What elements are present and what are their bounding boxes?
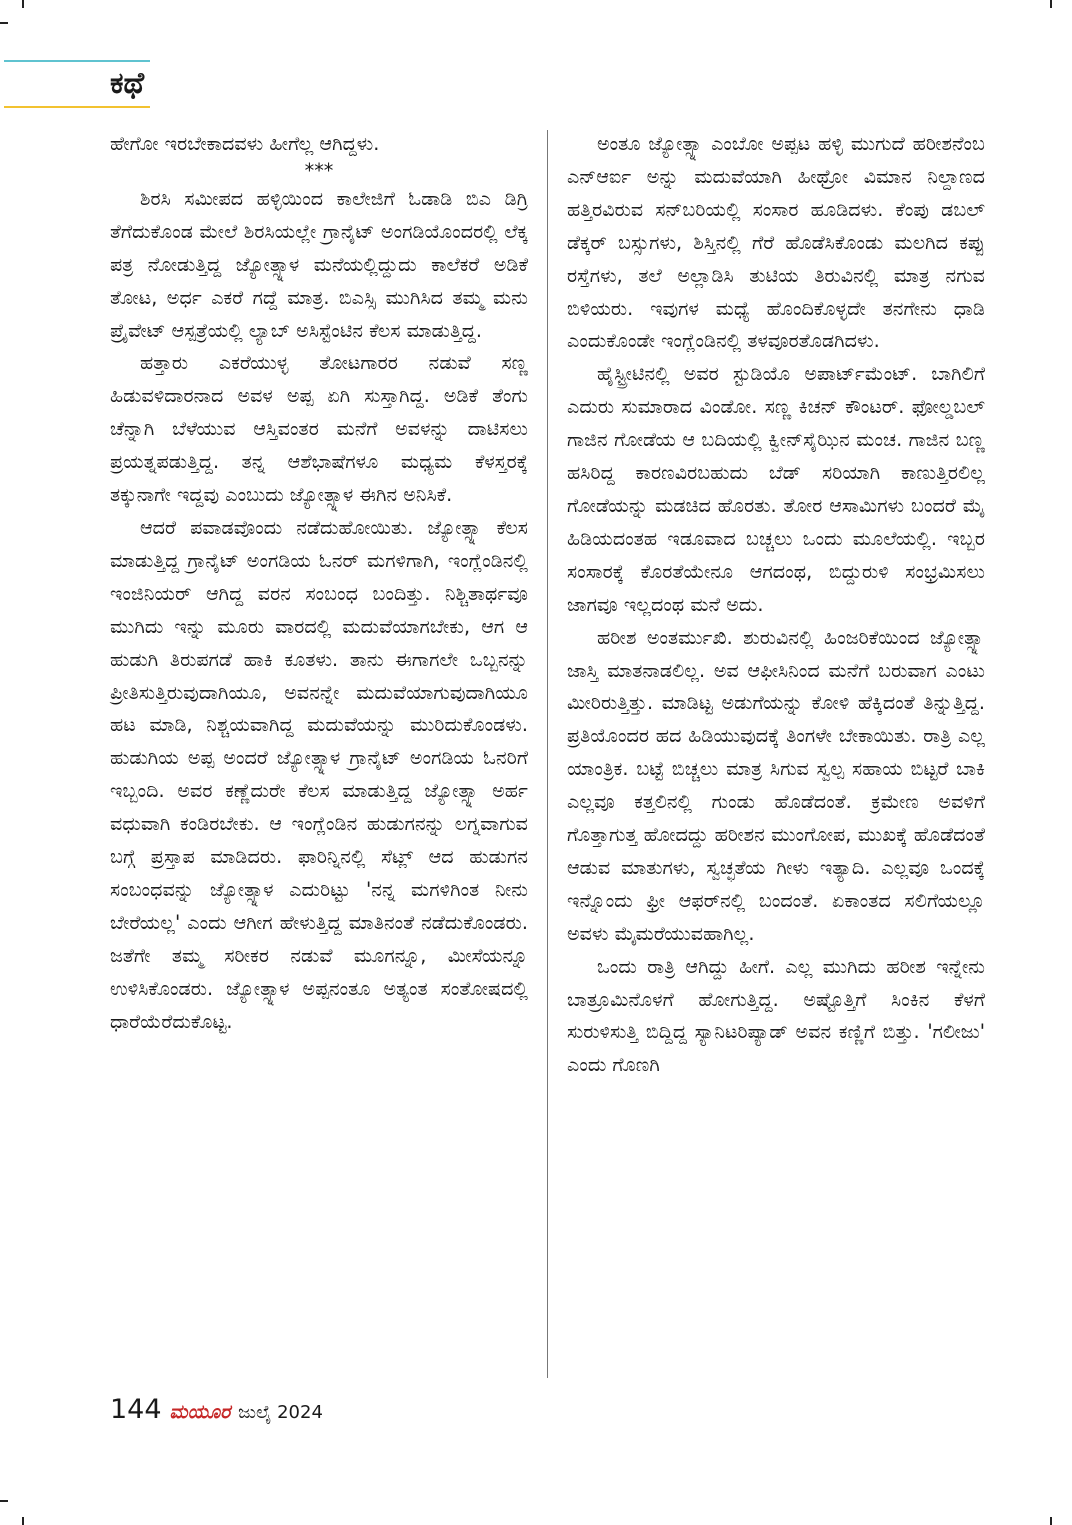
page-number: 144 — [110, 1394, 162, 1425]
magazine-logo: ಮಯೂರ — [169, 1401, 231, 1423]
article-column-right — [567, 128, 985, 1082]
crop-mark — [1050, 1517, 1052, 1525]
paragraph: ಆದರೆ ಪವಾಡವೊಂದು ನಡೆದುಹೋಯಿತು. ಜ್ಯೋತ್ಸ್ನಾ ಕೆಲಸ ಮಾಡುತ್ತಿದ್ದ ಗ್ರಾನೈಟ್ ಅಂಗಡಿಯ ಓನರ್ ಮಗಳಿಗಾಗಿ, ಇಂಗ್ಲೆಂಡಿನಲ್ಲಿ ಇಂಜಿನಿಯರ್ ಆಗಿದ್ದ ವರನ ಸಂಬಂಧ ಬಂದಿತ್ತು. ನಿಶ್ಚಿತಾರ್ಥವೂ ಮುಗಿದು ಇನ್ನು ಮೂರು ವಾರದಲ್ಲಿ ಮದುವೆಯಾಗಬೇಕು, ಆಗ ಆ ಹುಡುಗಿ ತಿರುಪಗಡೆ ಹಾಕಿ ಕೂತಳು. ತಾನು ಈಗಾಗಲೇ ಒಬ್ಬನನ್ನು ಪ್ರೀತಿಸುತ್ತಿರುವುದಾಗಿಯೂ, ಅವನನ್ನೇ ಮದುವೆಯಾಗುವುದಾಗಿಯೂ ಹಟ ಮಾಡಿ, ನಿಶ್ಚಯವಾಗಿದ್ದ ಮದುವೆಯನ್ನು ಮುರಿದುಕೊಂಡಳು. ಹುಡುಗಿಯ ಅಪ್ಪ ಅಂದರೆ ಜ್ಯೋತ್ಸ್ನಾಳ ಗ್ರಾನೈಟ್ ಅಂಗಡಿಯ ಓನರಿಗೆ ಇಬ್ಬಂದಿ. ಅವರ ಕಣ್ಣೆದುರೇ ಕೆಲಸ ಮಾಡುತ್ತಿದ್ದ ಜ್ಯೋತ್ಸ್ನಾ ಅರ್ಹ ವಧುವಾಗಿ ಕಂಡಿರಬೇಕು. ಆ ಇಂಗ್ಲೆಂಡಿನ ಹುಡುಗನನ್ನು ಲಗ್ನವಾಗುವ ಬಗ್ಗೆ ಪ್ರಸ್ತಾಪ ಮಾಡಿದರು. ಫಾರಿನ್ನಿನಲ್ಲಿ ಸೆಟ್ಲ್ ಆದ ಹುಡುಗನ ಸಂಬಂಧವನ್ನು ಜ್ಯೋತ್ಸ್ನಾಳ ಎದುರಿಟ್ಟು 'ನನ್ನ ಮಗಳಿಗಿಂತ ನೀನು ಬೇರೆಯಲ್ಲ' ಎಂದು ಆಗೀಗ ಹೇಳುತ್ತಿದ್ದ ಮಾತಿನಂತೆ ನಡೆದುಕೊಂಡರು. ಜತೆಗೇ ತಮ್ಮ ಸರೀಕರ ನಡುವೆ ಮೂಗನ್ನೂ, ಮೀಸೆಯನ್ನೂ ಉಳಿಸಿಕೊಂಡರು. ಜ್ಯೋತ್ಸ್ನಾಳ ಅಪ್ಪನಂತೂ ಅತ್ಯಂತ ಸಂತೋಷದಲ್ಲಿ ಧಾರೆಯೆರೆದುಕೊಟ್ಟ. — [110, 515, 528, 1033]
crop-mark — [0, 1500, 8, 1502]
paragraph: ಹೇಗೋ ಇರಬೇಕಾದವಳು ಹೀಗೆಲ್ಲ ಆಗಿದ್ದಳು. — [110, 132, 380, 155]
paragraph: ಒಂದು ರಾತ್ರಿ ಆಗಿದ್ದು ಹೀಗೆ. ಎಲ್ಲ ಮುಗಿದು ಹರೀಶ ಇನ್ನೇನು ಬಾತ್ರೂಮಿನೊಳಗೆ ಹೋಗುತ್ತಿದ್ದ. ಅಷ್ಟೊತ್ತಿಗೆ ಸಿಂಕಿನ ಕೆಳಗೆ ಸುರುಳಿಸುತ್ತಿ ಬಿದ್ದಿದ್ದ ಸ್ಯಾನಿಟರಿಪ್ಯಾಡ್ ಅವನ ಕಣ್ಣಿಗೆ ಬಿತ್ತು. 'ಗಲೀಜು' ಎಂದು ಗೊಣಗಿ — [567, 954, 985, 1077]
scene-separator: *** — [304, 158, 334, 182]
page-footer — [110, 1390, 323, 1430]
paragraph: ಅಂತೂ ಜ್ಯೋತ್ಸ್ನಾ ಎಂಬೋ ಅಪ್ಪಟ ಹಳ್ಳಿ ಮುಗುದೆ ಹರೀಶನೆಂಬ ಎನ್ಆರ್ಐ ಅನ್ನು ಮದುವೆಯಾಗಿ ಹೀಥ್ರೋ ವಿಮಾನ ನಿಲ್ದಾಣದ ಹತ್ತಿರವಿರುವ ಸನ್‌ಬರಿಯಲ್ಲಿ ಸಂಸಾರ ಹೂಡಿದಳು. ಕೆಂಪು ಡಬಲ್ ಡೆಕ್ಕರ್ ಬಸ್ಸುಗಳು, ಶಿಸ್ತಿನಲ್ಲಿ ಗೆರೆ ಹೊಡೆಸಿಕೊಂಡು ಮಲಗಿದ ಕಪ್ಪು ರಸ್ತೆಗಳು, ತಲೆ ಅಲ್ಲಾಡಿಸಿ ತುಟಿಯ ತಿರುವಿನಲ್ಲಿ ಮಾತ್ರ ನಗುವ ಬಿಳಿಯರು. ಇವುಗಳ ಮಧ್ಯೆ ಹೊಂದಿಕೊಳ್ಳದೇ ತನಗೇನು ಧಾಡಿ ಎಂದುಕೊಂಡೇ ಇಂಗ್ಲೆಂಡಿನಲ್ಲಿ ತಳವೂರತೊಡಗಿದಳು. — [567, 132, 985, 353]
crop-mark — [1050, 0, 1052, 8]
paragraph: ಹೈಸ್ಟ್ರೀಟಿನಲ್ಲಿ ಅವರ ಸ್ಟುಡಿಯೊ ಅಪಾರ್ಟ್‌ಮೆಂಟ್. ಬಾಗಿಲಿಗೆ ಎದುರು ಸುಮಾರಾದ ವಿಂಡೋ. ಸಣ್ಣ ಕಿಚನ್ ಕೌಂಟರ್. ಫೋಲ್ಡಬಲ್ ಗಾಜಿನ ಗೋಡೆಯ ಆ ಬದಿಯಲ್ಲಿ ಕ್ವೀನ್‌ಸೈಝಿನ ಮಂಚ. ಗಾಜಿನ ಬಣ್ಣ ಹಸಿರಿದ್ದ ಕಾರಣವಿರಬಹುದು ಬೆಡ್ ಸರಿಯಾಗಿ ಕಾಣುತ್ತಿರಲಿಲ್ಲ ಗೋಡೆಯನ್ನು ಮಡಚಿದ ಹೊರತು. ತೋರ ಆಸಾಮಿಗಳು ಬಂದರೆ ಮೈ ಹಿಡಿಯದಂತಹ ಇಡೂವಾದ ಬಚ್ಚಲು ಒಂದು ಮೂಲೆಯಲ್ಲಿ. ಇಬ್ಬರ ಸಂಸಾರಕ್ಕೆ ಕೊರತೆಯೇನೂ ಆಗದಂಥ, ಬಿದ್ದುರುಳಿ ಸಂಭ್ರಮಿಸಲು ಜಾಗವೂ ಇಲ್ಲದಂಥ ಮನೆ ಅದು. — [567, 362, 985, 616]
section-title: ಕಥೆ — [110, 66, 145, 101]
section-rule-top — [4, 60, 150, 62]
crop-mark — [22, 1517, 24, 1525]
section-rule-bottom — [4, 106, 150, 108]
crop-mark — [22, 0, 24, 8]
paragraph: ಹತ್ತಾರು ಎಕರೆಯುಳ್ಳ ತೋಟಗಾರರ ನಡುವೆ ಸಣ್ಣ ಹಿಡುವಳಿದಾರನಾದ ಅವಳ ಅಪ್ಪ ಏಗಿ ಸುಸ್ತಾಗಿದ್ದ. ಅಡಿಕೆ ತೆಂಗು ಚೆನ್ನಾಗಿ ಬೆಳೆಯುವ ಆಸ್ತಿವಂತರ ಮನೆಗೆ ಅವಳನ್ನು ದಾಟಿಸಲು ಪ್ರಯತ್ನಪಡುತ್ತಿದ್ದ. ತನ್ನ ಆಶೆಭಾಷೆಗಳೂ ಮಧ್ಯಮ ಕೆಳಸ್ತರಕ್ಕೆ ತಕ್ಕುನಾಗೇ ಇದ್ದವು ಎಂಬುದು ಜ್ಯೋತ್ಸ್ನಾಳ ಈಗಿನ ಅನಿಸಿಕೆ. — [110, 351, 528, 507]
article-column-left — [110, 128, 528, 1038]
paragraph: ಹರೀಶ ಅಂತರ್ಮುಖಿ. ಶುರುವಿನಲ್ಲಿ ಹಿಂಜರಿಕೆಯಿಂದ ಜ್ಯೋತ್ಸ್ನಾ ಜಾಸ್ತಿ ಮಾತನಾಡಲಿಲ್ಲ. ಅವ ಆಫೀಸಿನಿಂದ ಮನೆಗೆ ಬರುವಾಗ ಎಂಟು ಮೀರಿರುತ್ತಿತ್ತು. ಮಾಡಿಟ್ಟ ಅಡುಗೆಯನ್ನು ಕೋಳಿ ಹೆಕ್ಕಿದಂತೆ ತಿನ್ನುತ್ತಿದ್ದ. ಪ್ರತಿಯೊಂದರ ಹದ ಹಿಡಿಯುವುದಕ್ಕೆ ತಿಂಗಳೇ ಬೇಕಾಯಿತು. ರಾತ್ರಿ ಎಲ್ಲ ಯಾಂತ್ರಿಕ. ಬಟ್ಟೆ ಬಿಚ್ಚಲು ಮಾತ್ರ ಸಿಗುವ ಸ್ವಲ್ಪ ಸಹಾಯ ಬಿಟ್ಟರೆ ಬಾಕಿ ಎಲ್ಲವೂ ಕತ್ತಲಿನಲ್ಲಿ ಗುಂಡು ಹೊಡೆದಂತೆ. ಕ್ರಮೇಣ ಅವಳಿಗೆ ಗೊತ್ತಾಗುತ್ತ ಹೋದದ್ದು ಹರೀಶನ ಮುಂಗೋಪ, ಮುಖಕ್ಕೆ ಹೊಡೆದಂತೆ ಆಡುವ ಮಾತುಗಳು, ಸ್ವಚ್ಛತೆಯ ಗೀಳು ಇತ್ಯಾದಿ. ಎಲ್ಲವೂ ಒಂದಕ್ಕೆ ಇನ್ನೊಂದು ಫ್ರೀ ಆಫರ್‌ನಲ್ಲಿ ಬಂದಂತೆ. ಏಕಾಂತದ ಸಲಿಗೆಯಲ್ಲೂ ಅವಳು ಮೈಮರೆಯುವಹಾಗಿಲ್ಲ. — [567, 625, 985, 945]
paragraph: ಶಿರಸಿ ಸಮೀಪದ ಹಳ್ಳಿಯಿಂದ ಕಾಲೇಜಿಗೆ ಓಡಾಡಿ ಬಿಎ ಡಿಗ್ರಿ ತೆಗೆದುಕೊಂಡ ಮೇಲೆ ಶಿರಸಿಯಲ್ಲೇ ಗ್ರಾನೈಟ್ ಅಂಗಡಿಯೊಂದರಲ್ಲಿ ಲೆಕ್ಕ ಪತ್ರ ನೋಡುತ್ತಿದ್ದ ಜ್ಯೋತ್ಸ್ನಾಳ ಮನೆಯಲ್ಲಿದ್ದುದು ಕಾಲೆಕರೆ ಅಡಿಕೆ ತೋಟ, ಅರ್ಧ ಎಕರೆ ಗದ್ದೆ ಮಾತ್ರ. ಬಿಎಸ್ಸಿ ಮುಗಿಸಿದ ತಮ್ಮ ಮನು ಪ್ರೈವೇಟ್ ಆಸ್ಪತ್ರೆಯಲ್ಲಿ ಲ್ಯಾಬ್ ಅಸಿಸ್ಟೆಂಟಿನ ಕೆಲಸ ಮಾಡುತ್ತಿದ್ದ. — [110, 186, 528, 342]
crop-mark — [0, 22, 8, 24]
issue-date: ಜುಲೈ 2024 — [238, 1402, 323, 1423]
column-divider — [547, 130, 548, 1378]
